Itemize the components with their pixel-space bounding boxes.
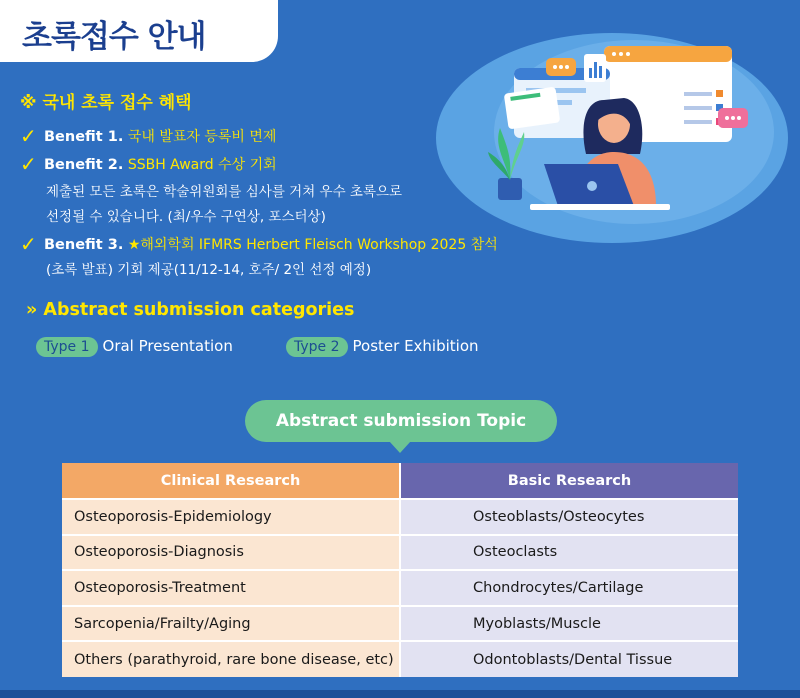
categories-heading: » Abstract submission categories xyxy=(26,300,355,320)
badge-pointer xyxy=(389,441,411,453)
benefit-text: SSBH Award 수상 기회 xyxy=(127,157,277,173)
clinical-cell: Sarcopenia/Frailty/Aging xyxy=(62,606,400,642)
table-header-row xyxy=(62,463,738,499)
basic-cell: Myoblasts/Muscle xyxy=(400,606,738,642)
benefit-text: ★해외학회 IFMRS Herbert Fleisch Workshop 2025 참석 xyxy=(127,237,498,253)
table-row xyxy=(62,570,738,606)
basic-cell: Osteoclasts xyxy=(400,535,738,571)
type-label: Oral Presentation xyxy=(102,337,233,355)
bottom-bar xyxy=(0,690,800,698)
title-tab xyxy=(0,0,278,62)
clinical-cell: Osteoporosis-Diagnosis xyxy=(62,535,400,571)
clinical-research-header: Clinical Research xyxy=(62,463,400,499)
type-pill: Type 2 xyxy=(286,337,348,357)
table-row xyxy=(62,535,738,571)
benefit-3 xyxy=(20,232,498,256)
check-icon: ✓ xyxy=(20,124,37,148)
page-title: 초록접수 안내 xyxy=(22,19,206,55)
benefit-2-desc-line-1: 제출된 모든 초록은 학술위원회를 심사를 거쳐 우수 초록으로 xyxy=(46,184,403,200)
benefit-1 xyxy=(20,124,276,148)
benefit-2 xyxy=(20,152,277,176)
topic-title-badge: Abstract submission Topic xyxy=(245,400,557,442)
clinical-cell: Osteoporosis-Treatment xyxy=(62,570,400,606)
type-pill: Type 1 xyxy=(36,337,98,357)
topic-table xyxy=(62,463,738,677)
type-label: Poster Exhibition xyxy=(352,337,479,355)
table-row xyxy=(62,606,738,642)
benefit-label: Benefit 3. xyxy=(44,237,124,253)
check-icon: ✓ xyxy=(20,232,37,256)
laptop-woman-illustration xyxy=(434,28,790,258)
table-row xyxy=(62,641,738,677)
type-1 xyxy=(36,337,233,357)
basic-cell: Chondrocytes/Cartilage xyxy=(400,570,738,606)
benefit-label: Benefit 2. xyxy=(44,157,124,173)
check-icon: ✓ xyxy=(20,152,37,176)
benefit-2-desc-line-2: 선정될 수 있습니다. (최/우수 구연상, 포스터상) xyxy=(46,209,326,225)
benefit-label: Benefit 1. xyxy=(44,129,124,145)
basic-cell: Odontoblasts/Dental Tissue xyxy=(400,641,738,677)
type-2 xyxy=(286,337,479,357)
basic-research-header: Basic Research xyxy=(400,463,738,499)
benefits-heading: ※ 국내 초록 접수 혜택 xyxy=(20,93,192,113)
table-row xyxy=(62,499,738,535)
clinical-cell: Others (parathyroid, rare bone disease, etc) xyxy=(62,641,400,677)
benefit-text: 국내 발표자 등록비 면제 xyxy=(127,129,277,145)
benefit-3-desc-line-1: (초록 발표) 기회 제공(11/12-14, 호주/ 2인 선정 예정) xyxy=(46,262,372,278)
basic-cell: Osteoblasts/Osteocytes xyxy=(400,499,738,535)
clinical-cell: Osteoporosis-Epidemiology xyxy=(62,499,400,535)
